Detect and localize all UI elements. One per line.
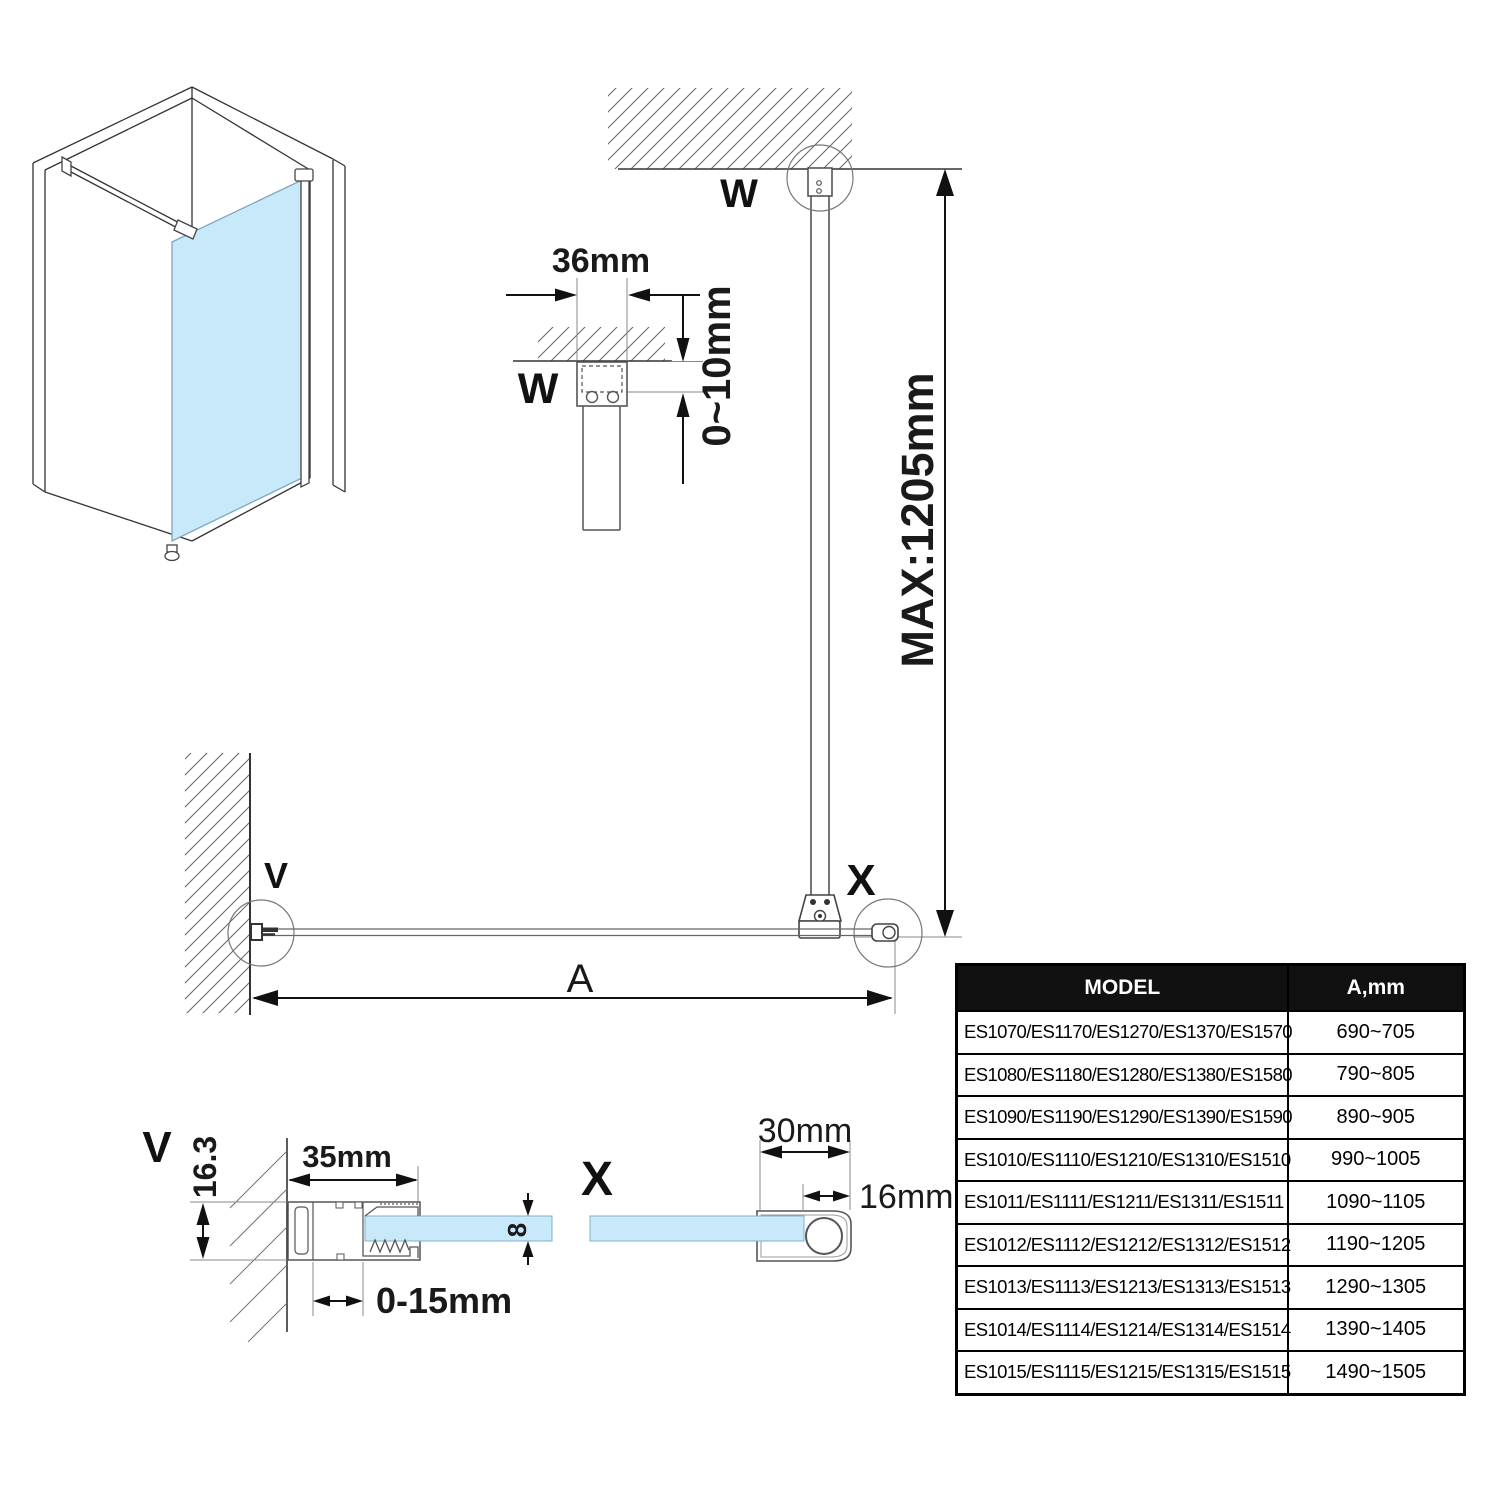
ceiling-hatch <box>538 327 665 361</box>
model-cell: ES1070/ES1170/ES1270/ES1370/ES1570 <box>957 1011 1288 1054</box>
model-cell: ES1010/ES1110/ES1210/ES1310/ES1510 <box>957 1139 1288 1182</box>
wall-hatch <box>185 753 250 1013</box>
ceiling-bracket-detail <box>506 242 739 530</box>
iso-view <box>33 87 345 561</box>
ceiling-bracket <box>808 168 832 196</box>
detail-v-label: V <box>142 1123 172 1172</box>
label-x-main: X <box>846 856 876 905</box>
front-elevation <box>608 88 962 1014</box>
table-header-row <box>957 965 1465 1012</box>
bar-end-cap <box>872 924 898 941</box>
model-column-header: MODEL <box>957 965 1288 1012</box>
table-row <box>957 1351 1465 1394</box>
support-bar <box>62 157 197 239</box>
model-cell: ES1013/ES1113/ES1213/ES1313/ES1513 <box>957 1266 1288 1309</box>
table-row <box>957 1224 1465 1267</box>
vertical-bar <box>811 196 829 895</box>
table-row <box>957 1054 1465 1097</box>
a-cell: 890~905 <box>1288 1096 1465 1139</box>
top-corner-clamp <box>295 169 313 181</box>
dim-36mm: 36mm <box>551 242 651 280</box>
a-cell: 1490~1505 <box>1288 1351 1465 1394</box>
model-cell: ES1014/ES1114/ES1214/ES1314/ES1514 <box>957 1309 1288 1352</box>
glass-plan-lines <box>252 929 872 936</box>
bar-hinge <box>799 895 841 922</box>
a-cell: 790~805 <box>1288 1054 1465 1097</box>
wall-bracket <box>251 924 278 940</box>
model-size-table <box>955 963 1463 1396</box>
model-cell: ES1012/ES1112/ES1212/ES1312/ES1512 <box>957 1224 1288 1267</box>
table-row <box>957 1139 1465 1182</box>
dim-max-1205mm: MAX:1205mm <box>892 372 943 668</box>
dim-16-3: 16.3 <box>187 1135 223 1199</box>
table-row <box>957 1266 1465 1309</box>
dim-0-15mm: 0-15mm <box>376 1280 513 1321</box>
detail-w-label: W <box>517 365 559 413</box>
table-row <box>957 1309 1465 1352</box>
a-column-header: A,mm <box>1288 965 1465 1012</box>
dim-16mm: 16mm <box>859 1178 954 1216</box>
wall-profile-detail <box>142 1123 552 1342</box>
end-profile-detail <box>581 1112 953 1261</box>
dim-glass-8: 8 <box>502 1222 532 1238</box>
a-cell: 690~705 <box>1288 1011 1465 1054</box>
a-cell: 1390~1405 <box>1288 1309 1465 1352</box>
a-cell: 1290~1305 <box>1288 1266 1465 1309</box>
dim-35mm: 35mm <box>302 1139 392 1174</box>
detail-x-label: X <box>580 1153 614 1206</box>
a-cell: 1090~1105 <box>1288 1181 1465 1224</box>
glass-section-right <box>590 1216 804 1241</box>
label-w-main: W <box>720 172 758 216</box>
dim-a-label: A <box>566 957 594 1001</box>
dim-0-10mm: 0~10mm <box>695 285 739 447</box>
label-v-main: V <box>263 855 289 896</box>
model-cell: ES1015/ES1115/ES1215/ES1315/ES1515 <box>957 1351 1288 1394</box>
glass-foot <box>165 545 179 561</box>
model-cell: ES1080/ES1180/ES1280/ES1380/ES1580 <box>957 1054 1288 1097</box>
a-cell: 1190~1205 <box>1288 1224 1465 1267</box>
ceiling-hatch-main <box>608 88 852 169</box>
dim-30mm: 30mm <box>757 1112 853 1150</box>
table-row <box>957 1011 1465 1054</box>
a-cell: 990~1005 <box>1288 1139 1465 1182</box>
model-cell: ES1090/ES1190/ES1290/ES1390/ES1590 <box>957 1096 1288 1139</box>
wall-profile-strip <box>301 174 309 487</box>
table-row <box>957 1181 1465 1224</box>
table-row <box>957 1096 1465 1139</box>
model-cell: ES1011/ES1111/ES1211/ES1311/ES1511 <box>957 1181 1288 1224</box>
